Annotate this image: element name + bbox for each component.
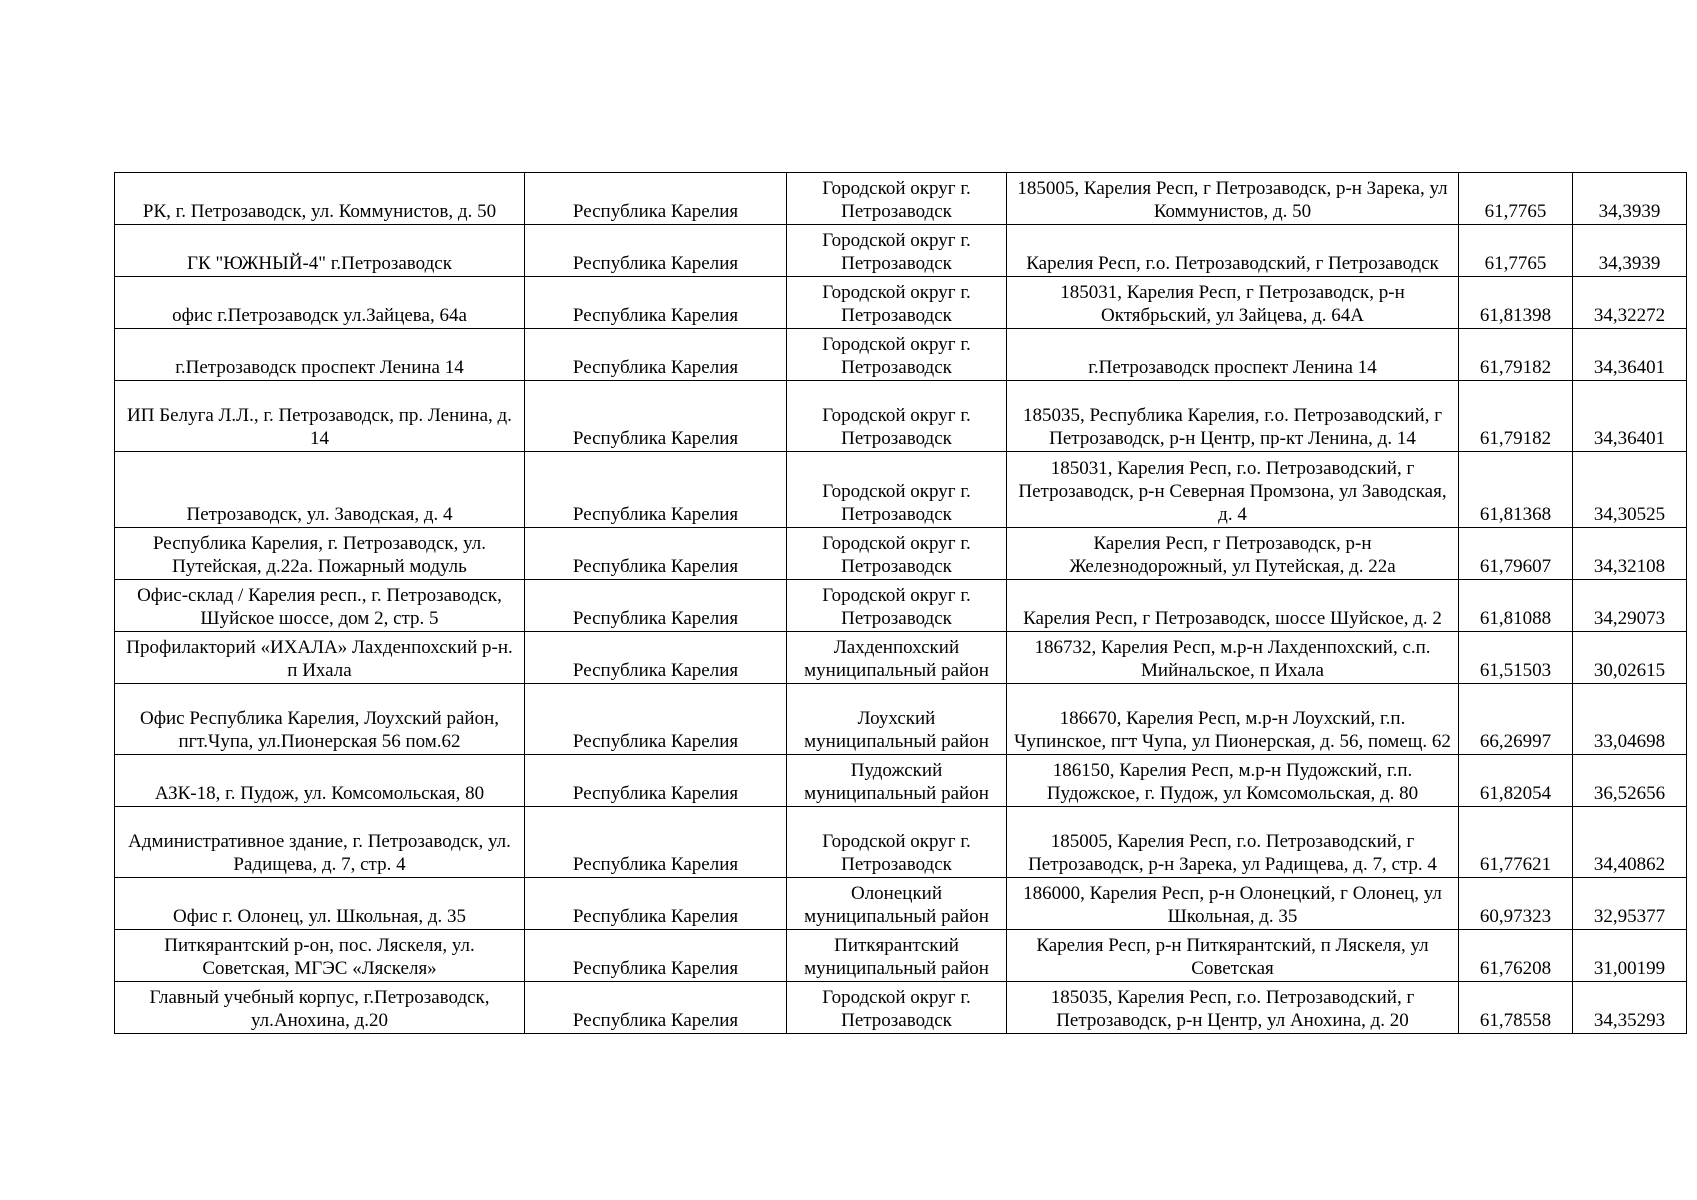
region-cell: Республика Карелия xyxy=(525,684,787,755)
object-name-cell: АЗК-18, г. Пудож, ул. Комсомольская, 80 xyxy=(115,755,525,807)
table-row xyxy=(115,225,1687,277)
longitude-cell: 34,36401 xyxy=(1573,381,1687,452)
object-name-cell: Профилакторий «ИХАЛА» Лахденпохский р-н. п Ихала xyxy=(115,632,525,684)
region-cell: Республика Карелия xyxy=(525,878,787,930)
object-name-cell: Офис-склад / Карелия респ., г. Петрозаводск, Шуйское шоссе, дом 2, стр. 5 xyxy=(115,580,525,632)
longitude-cell: 34,36401 xyxy=(1573,329,1687,381)
region-cell: Республика Карелия xyxy=(525,381,787,452)
region-cell: Республика Карелия xyxy=(525,329,787,381)
latitude-cell: 61,81368 xyxy=(1459,452,1573,528)
address-cell: Карелия Респ, г Петрозаводск, шоссе Шуйское, д. 2 xyxy=(1007,580,1459,632)
objects-table xyxy=(114,172,1687,1034)
object-name-cell: ИП Белуга Л.Л., г. Петрозаводск, пр. Ленина, д. 14 xyxy=(115,381,525,452)
object-name-cell: РК, г. Петрозаводск, ул. Коммунистов, д. 50 xyxy=(115,173,525,225)
object-name-cell: Главный учебный корпус, г.Петрозаводск, ул.Анохина, д.20 xyxy=(115,982,525,1034)
region-cell: Республика Карелия xyxy=(525,930,787,982)
region-cell: Республика Карелия xyxy=(525,225,787,277)
latitude-cell: 61,79607 xyxy=(1459,528,1573,580)
region-cell: Республика Карелия xyxy=(525,632,787,684)
municipality-cell: Питкярантский муниципальный район xyxy=(787,930,1007,982)
latitude-cell: 61,81088 xyxy=(1459,580,1573,632)
latitude-cell: 60,97323 xyxy=(1459,878,1573,930)
municipality-cell: Городской округ г. Петрозаводск xyxy=(787,528,1007,580)
municipality-cell: Лахденпохский муниципальный район xyxy=(787,632,1007,684)
address-cell: 185031, Карелия Респ, г.о. Петрозаводский, г Петрозаводск, р-н Северная Промзона, ул Заводская, д. 4 xyxy=(1007,452,1459,528)
table-row xyxy=(115,580,1687,632)
address-cell: 185035, Республика Карелия, г.о. Петрозаводский, г Петрозаводск, р-н Центр, пр-кт Ленина, д. 14 xyxy=(1007,381,1459,452)
longitude-cell: 34,29073 xyxy=(1573,580,1687,632)
longitude-cell: 34,32108 xyxy=(1573,528,1687,580)
municipality-cell: Городской округ г. Петрозаводск xyxy=(787,982,1007,1034)
longitude-cell: 31,00199 xyxy=(1573,930,1687,982)
address-cell: 185005, Карелия Респ, г Петрозаводск, р-н Зарека, ул Коммунистов, д. 50 xyxy=(1007,173,1459,225)
table-body xyxy=(115,173,1687,1034)
longitude-cell: 34,3939 xyxy=(1573,225,1687,277)
region-cell: Республика Карелия xyxy=(525,173,787,225)
object-name-cell: г.Петрозаводск проспект Ленина 14 xyxy=(115,329,525,381)
table-row xyxy=(115,755,1687,807)
table-row xyxy=(115,982,1687,1034)
latitude-cell: 61,7765 xyxy=(1459,225,1573,277)
latitude-cell: 61,79182 xyxy=(1459,381,1573,452)
municipality-cell: Городской округ г. Петрозаводск xyxy=(787,225,1007,277)
longitude-cell: 32,95377 xyxy=(1573,878,1687,930)
table-row xyxy=(115,878,1687,930)
address-cell: Карелия Респ, г Петрозаводск, р-н Железнодорожный, ул Путейская, д. 22а xyxy=(1007,528,1459,580)
latitude-cell: 61,76208 xyxy=(1459,930,1573,982)
longitude-cell: 34,35293 xyxy=(1573,982,1687,1034)
latitude-cell: 61,51503 xyxy=(1459,632,1573,684)
municipality-cell: Городской округ г. Петрозаводск xyxy=(787,580,1007,632)
longitude-cell: 33,04698 xyxy=(1573,684,1687,755)
address-cell: 185005, Карелия Респ, г.о. Петрозаводский, г Петрозаводск, р-н Зарека, ул Радищева, д. 7, стр. 4 xyxy=(1007,807,1459,878)
latitude-cell: 61,82054 xyxy=(1459,755,1573,807)
region-cell: Республика Карелия xyxy=(525,580,787,632)
latitude-cell: 61,77621 xyxy=(1459,807,1573,878)
address-cell: Карелия Респ, г.о. Петрозаводский, г Петрозаводск xyxy=(1007,225,1459,277)
municipality-cell: Лоухский муниципальный район xyxy=(787,684,1007,755)
object-name-cell: Административное здание, г. Петрозаводск, ул. Радищева, д. 7, стр. 4 xyxy=(115,807,525,878)
table-row xyxy=(115,381,1687,452)
object-name-cell: Питкярантский р-он, пос. Ляскеля, ул. Советская, МГЭС «Ляскеля» xyxy=(115,930,525,982)
object-name-cell: Офис Республика Карелия, Лоухский район, пгт.Чупа, ул.Пионерская 56 пом.62 xyxy=(115,684,525,755)
longitude-cell: 36,52656 xyxy=(1573,755,1687,807)
object-name-cell: Республика Карелия, г. Петрозаводск, ул. Путейская, д.22а. Пожарный модуль xyxy=(115,528,525,580)
table-row xyxy=(115,528,1687,580)
region-cell: Республика Карелия xyxy=(525,528,787,580)
latitude-cell: 61,7765 xyxy=(1459,173,1573,225)
latitude-cell: 66,26997 xyxy=(1459,684,1573,755)
table-row xyxy=(115,329,1687,381)
municipality-cell: Пудожский муниципальный район xyxy=(787,755,1007,807)
table-row xyxy=(115,452,1687,528)
address-cell: г.Петрозаводск проспект Ленина 14 xyxy=(1007,329,1459,381)
address-cell: 186150, Карелия Респ, м.р-н Пудожский, г.п. Пудожское, г. Пудож, ул Комсомольская, д. 80 xyxy=(1007,755,1459,807)
address-cell: 186732, Карелия Респ, м.р-н Лахденпохский, с.п. Мийнальское, п Ихала xyxy=(1007,632,1459,684)
object-name-cell: ГК "ЮЖНЫЙ-4" г.Петрозаводск xyxy=(115,225,525,277)
address-cell: 186000, Карелия Респ, р-н Олонецкий, г Олонец, ул Школьная, д. 35 xyxy=(1007,878,1459,930)
municipality-cell: Городской округ г. Петрозаводск xyxy=(787,329,1007,381)
municipality-cell: Городской округ г. Петрозаводск xyxy=(787,381,1007,452)
latitude-cell: 61,81398 xyxy=(1459,277,1573,329)
longitude-cell: 34,3939 xyxy=(1573,173,1687,225)
region-cell: Республика Карелия xyxy=(525,755,787,807)
longitude-cell: 34,32272 xyxy=(1573,277,1687,329)
table-row xyxy=(115,930,1687,982)
object-name-cell: офис г.Петрозаводск ул.Зайцева, 64а xyxy=(115,277,525,329)
latitude-cell: 61,79182 xyxy=(1459,329,1573,381)
region-cell: Республика Карелия xyxy=(525,277,787,329)
municipality-cell: Городской округ г. Петрозаводск xyxy=(787,807,1007,878)
object-name-cell: Петрозаводск, ул. Заводская, д. 4 xyxy=(115,452,525,528)
table-row xyxy=(115,173,1687,225)
latitude-cell: 61,78558 xyxy=(1459,982,1573,1034)
municipality-cell: Городской округ г. Петрозаводск xyxy=(787,452,1007,528)
longitude-cell: 30,02615 xyxy=(1573,632,1687,684)
municipality-cell: Городской округ г. Петрозаводск xyxy=(787,277,1007,329)
table-row xyxy=(115,277,1687,329)
region-cell: Республика Карелия xyxy=(525,807,787,878)
address-cell: 185031, Карелия Респ, г Петрозаводск, р-н Октябрьский, ул Зайцева, д. 64А xyxy=(1007,277,1459,329)
municipality-cell: Городской округ г. Петрозаводск xyxy=(787,173,1007,225)
region-cell: Республика Карелия xyxy=(525,982,787,1034)
address-cell: 185035, Карелия Респ, г.о. Петрозаводский, г Петрозаводск, р-н Центр, ул Анохина, д. 20 xyxy=(1007,982,1459,1034)
region-cell: Республика Карелия xyxy=(525,452,787,528)
object-name-cell: Офис г. Олонец, ул. Школьная, д. 35 xyxy=(115,878,525,930)
table-row xyxy=(115,684,1687,755)
longitude-cell: 34,40862 xyxy=(1573,807,1687,878)
longitude-cell: 34,30525 xyxy=(1573,452,1687,528)
table-row xyxy=(115,632,1687,684)
address-cell: 186670, Карелия Респ, м.р-н Лоухский, г.п. Чупинское, пгт Чупа, ул Пионерская, д. 56, помещ. 62 xyxy=(1007,684,1459,755)
address-cell: Карелия Респ, р-н Питкярантский, п Ляскеля, ул Советская xyxy=(1007,930,1459,982)
municipality-cell: Олонецкий муниципальный район xyxy=(787,878,1007,930)
table-row xyxy=(115,807,1687,878)
